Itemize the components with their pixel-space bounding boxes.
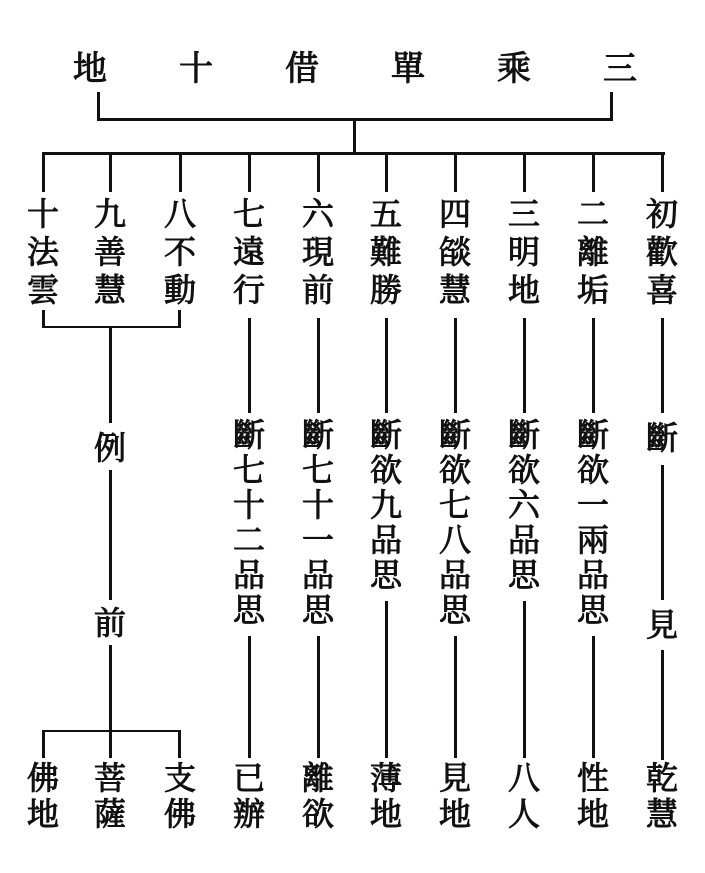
result-tick-mid bbox=[109, 730, 112, 758]
stage-result: 支 佛 bbox=[163, 759, 196, 833]
connector-line bbox=[317, 318, 320, 413]
stage-name: 初 歡 喜 bbox=[645, 195, 678, 309]
stage-cut-text: 斷 欲 一 兩 品 思 bbox=[576, 416, 609, 629]
branch-tick bbox=[317, 152, 320, 192]
branch-tick bbox=[42, 152, 45, 192]
connector-line bbox=[454, 636, 457, 758]
connector-line bbox=[248, 636, 251, 758]
stage-result: 性 地 bbox=[576, 759, 609, 833]
stage-name: 五 難 勝 bbox=[369, 195, 402, 309]
branch-tick bbox=[109, 152, 112, 192]
title-char: 三 bbox=[603, 49, 637, 89]
title-char: 借 bbox=[285, 49, 319, 89]
branch-tick bbox=[385, 152, 388, 192]
stage-result: 薄 地 bbox=[369, 759, 402, 833]
stage-view-text: 前 bbox=[93, 604, 126, 642]
stage-name: 八 不 動 bbox=[163, 195, 196, 309]
connector-line bbox=[592, 318, 595, 413]
branch-tick bbox=[661, 152, 664, 192]
branch-tick bbox=[179, 152, 182, 192]
stage-name: 四 燄 慧 bbox=[438, 195, 471, 309]
connector-line bbox=[661, 650, 664, 760]
diagram-title bbox=[70, 44, 640, 94]
connector-line bbox=[454, 318, 457, 413]
title-char: 十 bbox=[179, 49, 213, 89]
connector-line bbox=[523, 601, 526, 758]
stage-name: 十 法 雲 bbox=[26, 195, 59, 309]
branch-tick bbox=[248, 152, 251, 192]
connector-line bbox=[109, 645, 112, 730]
stage-cut-text: 斷 欲 六 品 思 bbox=[507, 416, 540, 594]
result-tick-right bbox=[178, 730, 181, 758]
stage-cut-text: 斷 欲 七 八 品 思 bbox=[438, 416, 471, 629]
branch-bar bbox=[42, 152, 665, 155]
stage-result: 已 辦 bbox=[232, 759, 265, 833]
stage-result: 乾 慧 bbox=[645, 759, 678, 833]
connector-line bbox=[592, 636, 595, 758]
stage-result: 離 欲 bbox=[301, 759, 334, 833]
stage-name: 七 遠 行 bbox=[232, 195, 265, 309]
stage-cut-text: 斷 七 十 二 品 思 bbox=[232, 416, 265, 629]
stage-name: 六 現 前 bbox=[301, 195, 334, 309]
branch-tick bbox=[592, 152, 595, 192]
connector-line bbox=[385, 318, 388, 413]
stage-result: 八 人 bbox=[507, 759, 540, 833]
stage-name: 二 離 垢 bbox=[576, 195, 609, 309]
stage-cut-text: 斷 bbox=[645, 419, 678, 457]
connector-line bbox=[109, 470, 112, 600]
stage-cut-text: 斷 七 十 一 品 思 bbox=[301, 416, 334, 629]
stage-result: 菩 薩 bbox=[93, 759, 126, 833]
stage-name: 三 明 地 bbox=[507, 195, 540, 309]
connector-line bbox=[317, 636, 320, 758]
stage-result: 佛 地 bbox=[26, 759, 59, 833]
group-stem bbox=[109, 328, 112, 423]
stage-view-text: 見 bbox=[645, 606, 678, 644]
title-bracket-left-tick bbox=[97, 92, 100, 120]
connector-line bbox=[661, 465, 664, 600]
connector-line bbox=[523, 318, 526, 413]
title-bracket-stem bbox=[353, 120, 356, 152]
title-char: 乘 bbox=[497, 49, 531, 89]
stage-cut-text: 斷 欲 九 品 思 bbox=[369, 416, 402, 594]
stage-cut-text: 例 bbox=[93, 429, 126, 467]
title-char: 單 bbox=[391, 49, 425, 89]
branch-tick bbox=[523, 152, 526, 192]
title-bracket-right-tick bbox=[610, 92, 613, 120]
connector-line bbox=[661, 318, 664, 413]
result-tick-left bbox=[42, 730, 45, 758]
title-char: 地 bbox=[73, 49, 107, 89]
stage-result: 見 地 bbox=[438, 759, 471, 833]
stage-name: 九 善 慧 bbox=[93, 195, 126, 309]
connector-line bbox=[248, 318, 251, 413]
branch-tick bbox=[454, 152, 457, 192]
connector-line bbox=[385, 601, 388, 758]
